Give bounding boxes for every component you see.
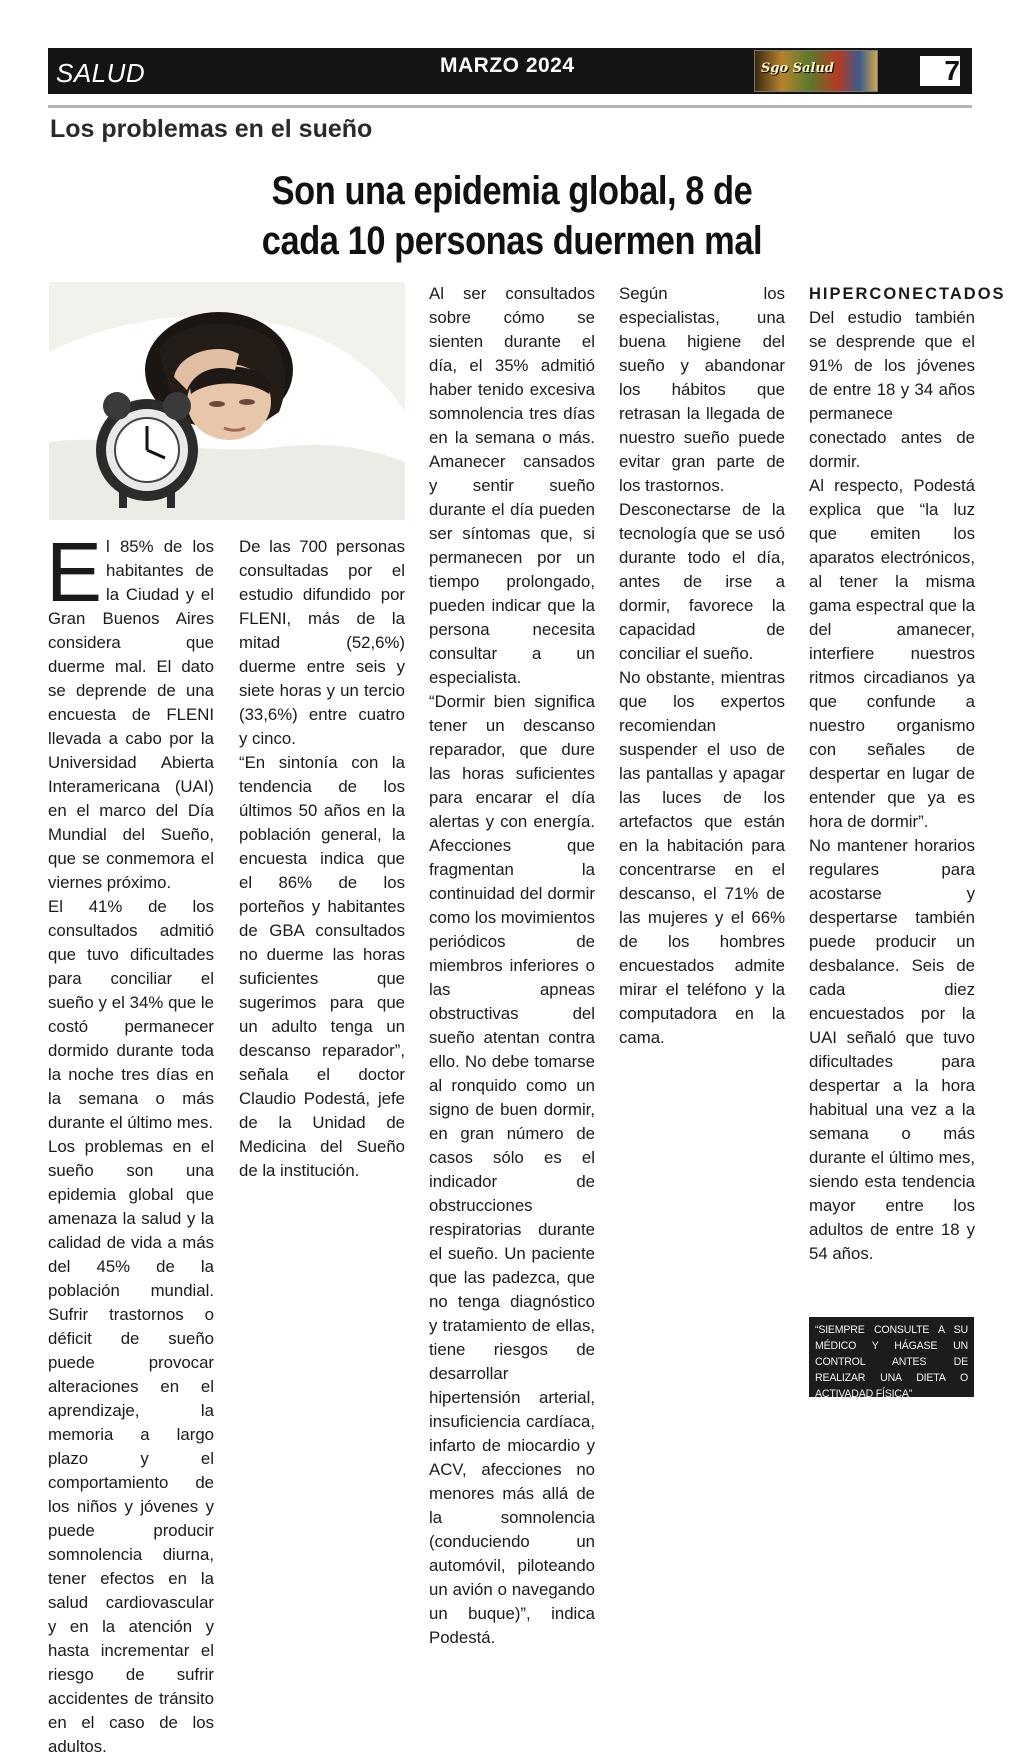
paragraph: Al respecto, Podestá explica que “la luz que emiten los aparatos electrónicos, al tener la misma gama espectral que la del amanecer, interfiere nuestros ritmos circadianos ya que confunde a nuestro organismo con señales de despertar en lugar de entender que ya es hora de dormir”. — [809, 476, 975, 831]
paragraph: Desconectarse de la tecnología que se usó durante todo el día, antes de irse a dormir, favorece la capacidad de conciliar el sueño. — [619, 500, 785, 663]
paragraph: De las 700 personas consultadas por el estudio difundido por FLENI, más de la mitad (52,6%) duerme entre seis y siete horas y un tercio (33,6%) entre cuatro y cinco. — [239, 537, 405, 748]
paragraph: “Dormir bien significa tener un descanso reparador, que dure las horas suficientes para encarar el día alertas y con energía. Afecciones que fragmentan la continuidad del dormir como los movimientos periódicos de miembros inferiores o las apneas obstructivas del sueño atentan contra ello. No debe tomarse al ronquido como un signo de buen dormir, en gran número de casos sólo es el indicador de obstrucciones respiratorias durante el sueño. Un paciente que las padezca, que no tenga diagnóstico y tratamiento de ellas, tiene riesgos de desarrollar hipertensión arterial, insuficiencia cardíaca, infarto de miocardio y ACV, afecciones no menores más allá de la somnolencia (conduciendo un automóvil, piloteando un avión o navegando un buque)”, indica Podestá. — [429, 692, 596, 1647]
article-column-5 — [809, 282, 1006, 1266]
article-column-1 — [46, 525, 214, 1759]
paragraph: Del estudio también se desprende que el 91% de los jóvenes de entre 18 y 34 años permanece conectado antes de dormir. — [809, 308, 975, 471]
article-column-2 — [239, 535, 405, 1183]
paragraph: El 41% de los consultados admitió que tuvo dificultades para conciliar el sueño y el 34% que le costó permanecer dormido durante toda la noche tres días en la semana o más durante el último mes. — [48, 897, 214, 1132]
health-notice-box: “SIEMPRE CONSULTE A SU MÉDICO Y HÁGASE UN CONTROL ANTES DE REALIZAR UNA DIETA O ACTIVADAD FÍSICA” — [809, 1317, 974, 1397]
header-rule — [48, 105, 972, 108]
paragraph: Al ser consultados sobre cómo se sienten durante el día, el 35% admitió haber tenido excesiva somnolencia tres días en la semana o más. Amanecer cansados y sentir sueño durante el día pueden ser síntomas que, si permanecen por un tiempo prolongado, pueden indicar que la persona necesita consultar a un especialista. — [429, 284, 595, 687]
header-bar — [48, 48, 972, 94]
issue-date: MARZO 2024 — [440, 54, 575, 77]
paragraph: l 85% de los habitantes de la Ciudad y el Gran Buenos Aires considera que duerme mal. El dato se deprende de una encuesta de FLENI llevada a cabo por la Universidad Abierta Interamericana (UAI) en el marco del Día Mundial del Sueño, que se conmemora el viernes próximo. — [48, 537, 214, 892]
sleepy-woman-illustration — [49, 282, 405, 520]
article-column-3 — [429, 282, 595, 1650]
paragraph: “En sintonía con la tendencia de los últimos 50 años en la población general, la encuesta indica que el 86% de los porteños y habitantes de GBA consultados no duerme las horas suficientes que sugerimos para que un adulto tenga un descanso reparador”, señala el doctor Claudio Podestá, jefe de la Unidad de Medicina del Sueño de la institución. — [239, 753, 405, 1180]
publication-logo — [754, 50, 878, 92]
article-column-4 — [619, 282, 785, 1050]
paragraph: Según los especialistas, una buena higiene del sueño y abandonar los hábitos que retrasan la llegada de nuestro sueño puede evitar gran parte de los trastornos. — [619, 284, 785, 495]
paragraph: No mantener horarios regulares para acostarse y despertarse también puede producir un desbalance. Seis de cada diez encuestados por la UAI señaló que tuvo dificultades para despertar a la hora habitual una vez a la semana o más durante el último mes, siendo esta tendencia mayor entre los adultos de entre 18 y 54 años. — [809, 836, 975, 1263]
paragraph: Los problemas en el sueño son una epidemia global que amenaza la salud y la calidad de vida a más del 45% de la población mundial. Sufrir trastornos o déficit de sueño puede provocar alteraciones en el aprendizaje, la memoria a largo plazo y el comportamiento de los niños y jóvenes y puede producir somnolencia diurna, tener efectos en la salud cardiovascular y en la atención y hasta incrementar el riesgo de sufrir accidentes de tránsito en el caso de los adultos. — [48, 1137, 214, 1756]
section-subhead: HIPERCONECTADOS — [809, 285, 1006, 303]
paragraph: No obstante, mientras que los expertos recomiendan suspender el uso de las pantallas y apagar las luces de los artefactos que están en la habitación para concentrarse en el descanso, el 71% de las mujeres y el 66% de los hombres encuestados admite mirar el teléfono y la computadora en la cama. — [619, 668, 785, 1047]
logo-text: Sgo Salud — [761, 61, 834, 76]
article-headline: Son una epidemia global, 8 de cada 10 personas duermen mal — [261, 169, 763, 263]
page-number: 7 — [920, 56, 960, 86]
drop-cap: E — [46, 525, 103, 619]
article-kicker: Los problemas en el sueño — [50, 115, 373, 143]
article-photo — [49, 282, 405, 520]
section-name: SALUD — [56, 58, 146, 88]
